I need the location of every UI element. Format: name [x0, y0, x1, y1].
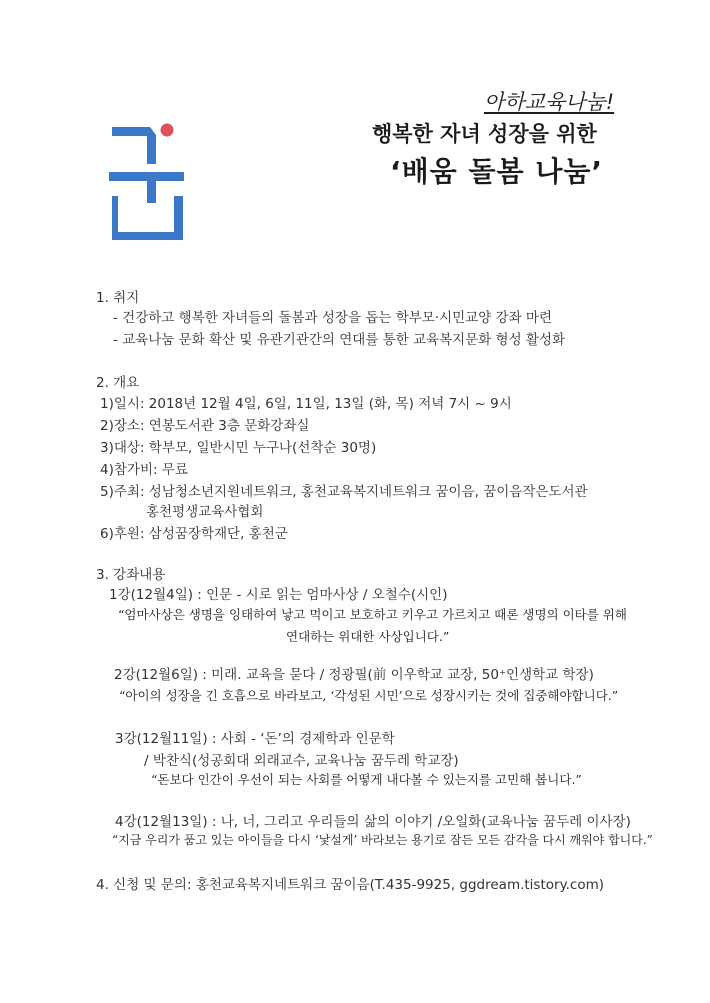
lecture1-title: 1강(12월4일) : 인문 - 시로 읽는 엄마사상 / 오철수(시인) [109, 587, 448, 603]
section3-heading: 3. 강좌내용 [96, 567, 166, 583]
lecture3-quote: “돈보다 인간이 우선이 되는 사회를 어떻게 내다볼 수 있는지를 고민해 봅니다.” [151, 772, 582, 787]
overview-host-cont: 홍천평생교육사협회 [146, 504, 264, 520]
logo-stroke-bar [109, 172, 181, 181]
section1-item-2: - 교육나눔 문화 확산 및 유관기관간의 연대를 통한 교육복지문화 형성 활성화 [113, 332, 566, 348]
section1-heading: 1. 취지 [96, 290, 140, 306]
lecture1-quote-line1: “엄마사상은 생명을 잉태하여 낳고 먹이고 보호하고 키우고 가르치고 때론 생명의 이타를 위해 [118, 607, 627, 622]
kicker-title: 아하교육나눔! [484, 90, 615, 114]
lecture4-title: 4강(12월13일) : 나, 너, 그리고 우리들의 삶의 이야기 /오일화(교육나눔 꿈두레 이사장) [115, 814, 631, 830]
lecture3-speaker: / 박찬식(성공회대 외래교수, 교육나눔 꿈두레 학교장) [144, 753, 459, 769]
lecture2-title: 2강(12월6일) : 미래. 교육을 묻다 / 정광필(前 이우학교 교장, 50⁺인생학교 학장) [114, 667, 594, 683]
overview-place: 2)장소: 연봉도서관 3층 문화강좌실 [100, 418, 310, 434]
title-line2: ‘배움 돌봄 나눔’ [390, 155, 604, 188]
overview-sponsor: 6)후원: 삼성꿈장학재단, 홍천군 [100, 526, 288, 542]
lecture4-quote: “지금 우리가 품고 있는 아이들을 다시 ‘낯설게’ 바라보는 용기로 잠든 모든 감각을 다시 깨워야 합니다.” [112, 833, 653, 847]
overview-host: 5)주최: 성남청소년지원네트워크, 홍천교육복지네트워크 꿈이음, 꿈이음작은도서관 [100, 484, 588, 500]
section1-item-1: - 건강하고 행복한 자녀들의 돌봄과 성장을 돕는 학부모·시민교양 강좌 마련 [113, 310, 553, 326]
kkum-logo [104, 112, 190, 240]
lecture1-quote-line2: 연대하는 위대한 사상입니다.” [286, 629, 450, 644]
overview-target: 3)대상: 학부모, 일반시민 누구나(선착순 30명) [100, 440, 377, 456]
title-line1: 행복한 자녀 성장을 위한 [372, 122, 597, 146]
logo-dot [161, 124, 174, 137]
overview-fee: 4)참가비: 무료 [100, 462, 188, 478]
section2-heading: 2. 개요 [96, 375, 140, 391]
lecture3-title: 3강(12월11일) : 사회 - ‘돈’의 경제학과 인문학 [115, 731, 395, 747]
logo-stroke-top [112, 127, 156, 164]
overview-date: 1)일시: 2018년 12월 4일, 6일, 11일, 13일 (화, 목) 저녁 7시 ~ 9시 [100, 396, 512, 412]
logo-stroke-vertical [147, 181, 156, 203]
section4-contact: 4. 신청 및 문의: 홍천교육복지네트워크 꿈이음(T.435-9925, ggdream.tistory.com) [96, 877, 605, 893]
lecture2-quote: “아이의 성장을 긴 호흡으로 바라보고, ‘각성된 시민’으로 성장시키는 것에 집중해야합니다.” [119, 688, 619, 703]
